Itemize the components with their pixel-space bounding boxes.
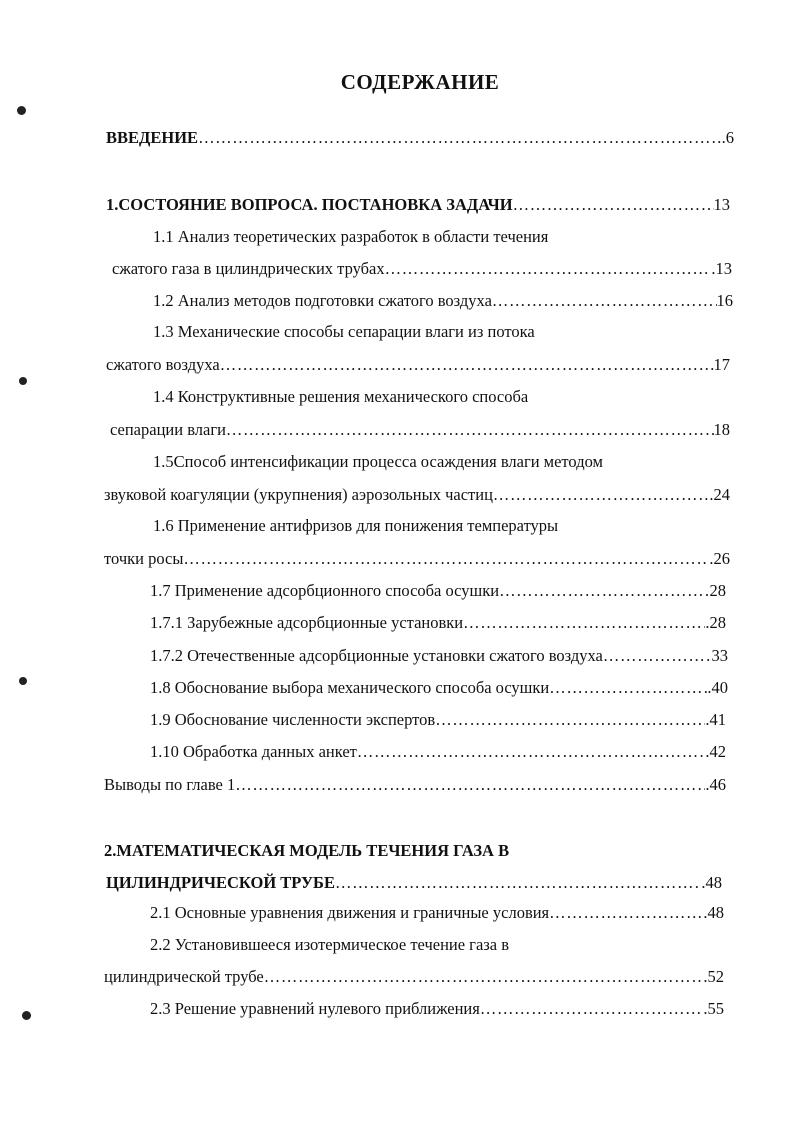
toc-entry-1-3-line-2 [106,354,730,376]
toc-leader-dots [335,872,701,894]
toc-entry-1-4-line-1: 1.4 Конструктивные решения механического способа [153,387,529,406]
toc-leader-dots [480,998,704,1020]
toc-page-number: .6 [721,128,734,147]
toc-entry-2-1 [150,902,724,924]
toc-entry-1-2 [153,290,733,312]
toc-entry-text: Выводы по главе 1 [104,775,236,794]
toc-entry-1-10 [150,741,726,763]
toc-entry-text: сепарации влаги [110,420,226,439]
toc-entry-text: 1.СОСТОЯНИЕ ВОПРОСА. ПОСТАНОВКА ЗАДАЧИ [106,195,513,214]
toc-leader-dots [603,645,712,667]
toc-entry-text: ЦИЛИНДРИЧЕСКОЙ ТРУБЕ [106,873,335,892]
toc-entry-chapter-2-line-1: 2.МАТЕМАТИЧЕСКАЯ МОДЕЛЬ ТЕЧЕНИЯ ГАЗА В [104,841,510,860]
toc-entry-text: цилиндрической трубе [104,967,264,986]
toc-entry-2-2-line-2 [104,966,724,988]
toc-entry-text: звуковой коагуляции (укрупнения) аэрозольных частиц [104,485,493,504]
toc-page-number: .46 [705,775,726,794]
toc-page-number: .48 [701,873,722,892]
toc-entry-text: сжатого газа в цилиндрических трубах [112,259,385,278]
toc-page-number: 13 [713,195,730,214]
toc-leader-dots [183,548,709,570]
toc-leader-dots [264,966,704,988]
toc-entry-text: 1.9 Обоснование численности экспертов [150,710,436,729]
toc-page-number: 28 [709,581,726,600]
toc-leader-dots [549,902,703,924]
toc-entry-1-7-2 [150,645,728,667]
toc-entry-1-7 [150,580,726,602]
toc-leader-dots [198,127,722,149]
toc-page-number: 16 [716,291,733,310]
toc-page-number: 18 [713,420,730,439]
toc-entry-text: 2.3 Решение уравнений нулевого приближения [150,999,480,1018]
scan-speck [19,677,27,685]
toc-leader-dots [220,354,714,376]
toc-entry-1-5-line-2 [104,484,730,506]
page-title: СОДЕРЖАНИЕ [340,70,500,94]
toc-entry-1-5-line-1: 1.5Способ интенсификации процесса осаждения влаги методом [153,452,603,471]
toc-page-number: .28 [705,613,726,632]
toc-leader-dots [226,419,714,441]
toc-entry-text: 1.7.2 Отечественные адсорбционные установки сжатого воздуха [150,646,603,665]
scan-speck [22,1011,31,1020]
toc-leader-dots [435,709,705,731]
toc-entry-1-1-line-2 [112,258,732,280]
toc-entry-text: 1.7 Применение адсорбционного способа осушки [150,581,500,600]
toc-entry-2-3 [150,998,724,1020]
toc-leader-dots [235,774,705,796]
toc-leader-dots [357,741,706,763]
toc-entry-text: сжатого воздуха [106,355,220,374]
toc-entry-1-4-line-2 [110,419,730,441]
toc-leader-dots [385,258,712,280]
toc-entry-2-2-line-1: 2.2 Установившееся изотермическое течение газа в [150,935,510,954]
toc-entry-1-6-line-2 [104,548,730,570]
toc-leader-dots [513,194,714,216]
toc-page-number: 17 [713,355,730,374]
toc-entry-1-3-line-1: 1.3 Механические способы сепарации влаги из потока [153,322,535,341]
scan-speck [19,377,27,385]
toc-entry-1-7-1 [150,612,726,634]
toc-leader-dots [549,677,707,699]
toc-entry-1-1-line-1: 1.1 Анализ теоретических разработок в области течения [153,227,549,246]
toc-entry-text: 2.1 Основные уравнения движения и граничные условия [150,903,550,922]
toc-page-number: .42 [705,742,726,761]
toc-entry-text: 1.7.1 Зарубежные адсорбционные установки [150,613,464,632]
toc-page-number: 33 [711,646,728,665]
toc-page-number: .40 [707,678,728,697]
toc-leader-dots [493,484,709,506]
toc-page-number: .13 [711,259,732,278]
toc-entry-text: ВВЕДЕНИЕ [106,128,199,147]
toc-leader-dots [499,580,709,602]
toc-entry-chapter-1 [106,194,730,216]
toc-entry-1-6-line-1: 1.6 Применение антифризов для понижения температуры [153,516,559,535]
toc-page-number: .41 [705,710,726,729]
toc-page-number: .48 [703,903,724,922]
scan-speck [17,106,26,115]
toc-entry-1-8 [150,677,728,699]
toc-entry-1-9 [150,709,726,731]
toc-page-number: .26 [709,549,730,568]
toc-page-number: .24 [709,485,730,504]
toc-entry-text: 1.8 Обоснование выбора механического способа осушки [150,678,550,697]
toc-entry-introduction [106,127,734,149]
toc-page-number: .52 [703,967,724,986]
toc-entry-chapter-2-line-2 [106,872,722,894]
toc-leader-dots [463,612,705,634]
toc-entry-text: 1.10 Обработка данных анкет [150,742,357,761]
toc-leader-dots [492,290,717,312]
toc-entry-conclusions-chapter-1 [104,774,726,796]
toc-page-number: .55 [703,999,724,1018]
toc-entry-text: точки росы [104,549,184,568]
toc-entry-text: 1.2 Анализ методов подготовки сжатого воздуха [153,291,492,310]
